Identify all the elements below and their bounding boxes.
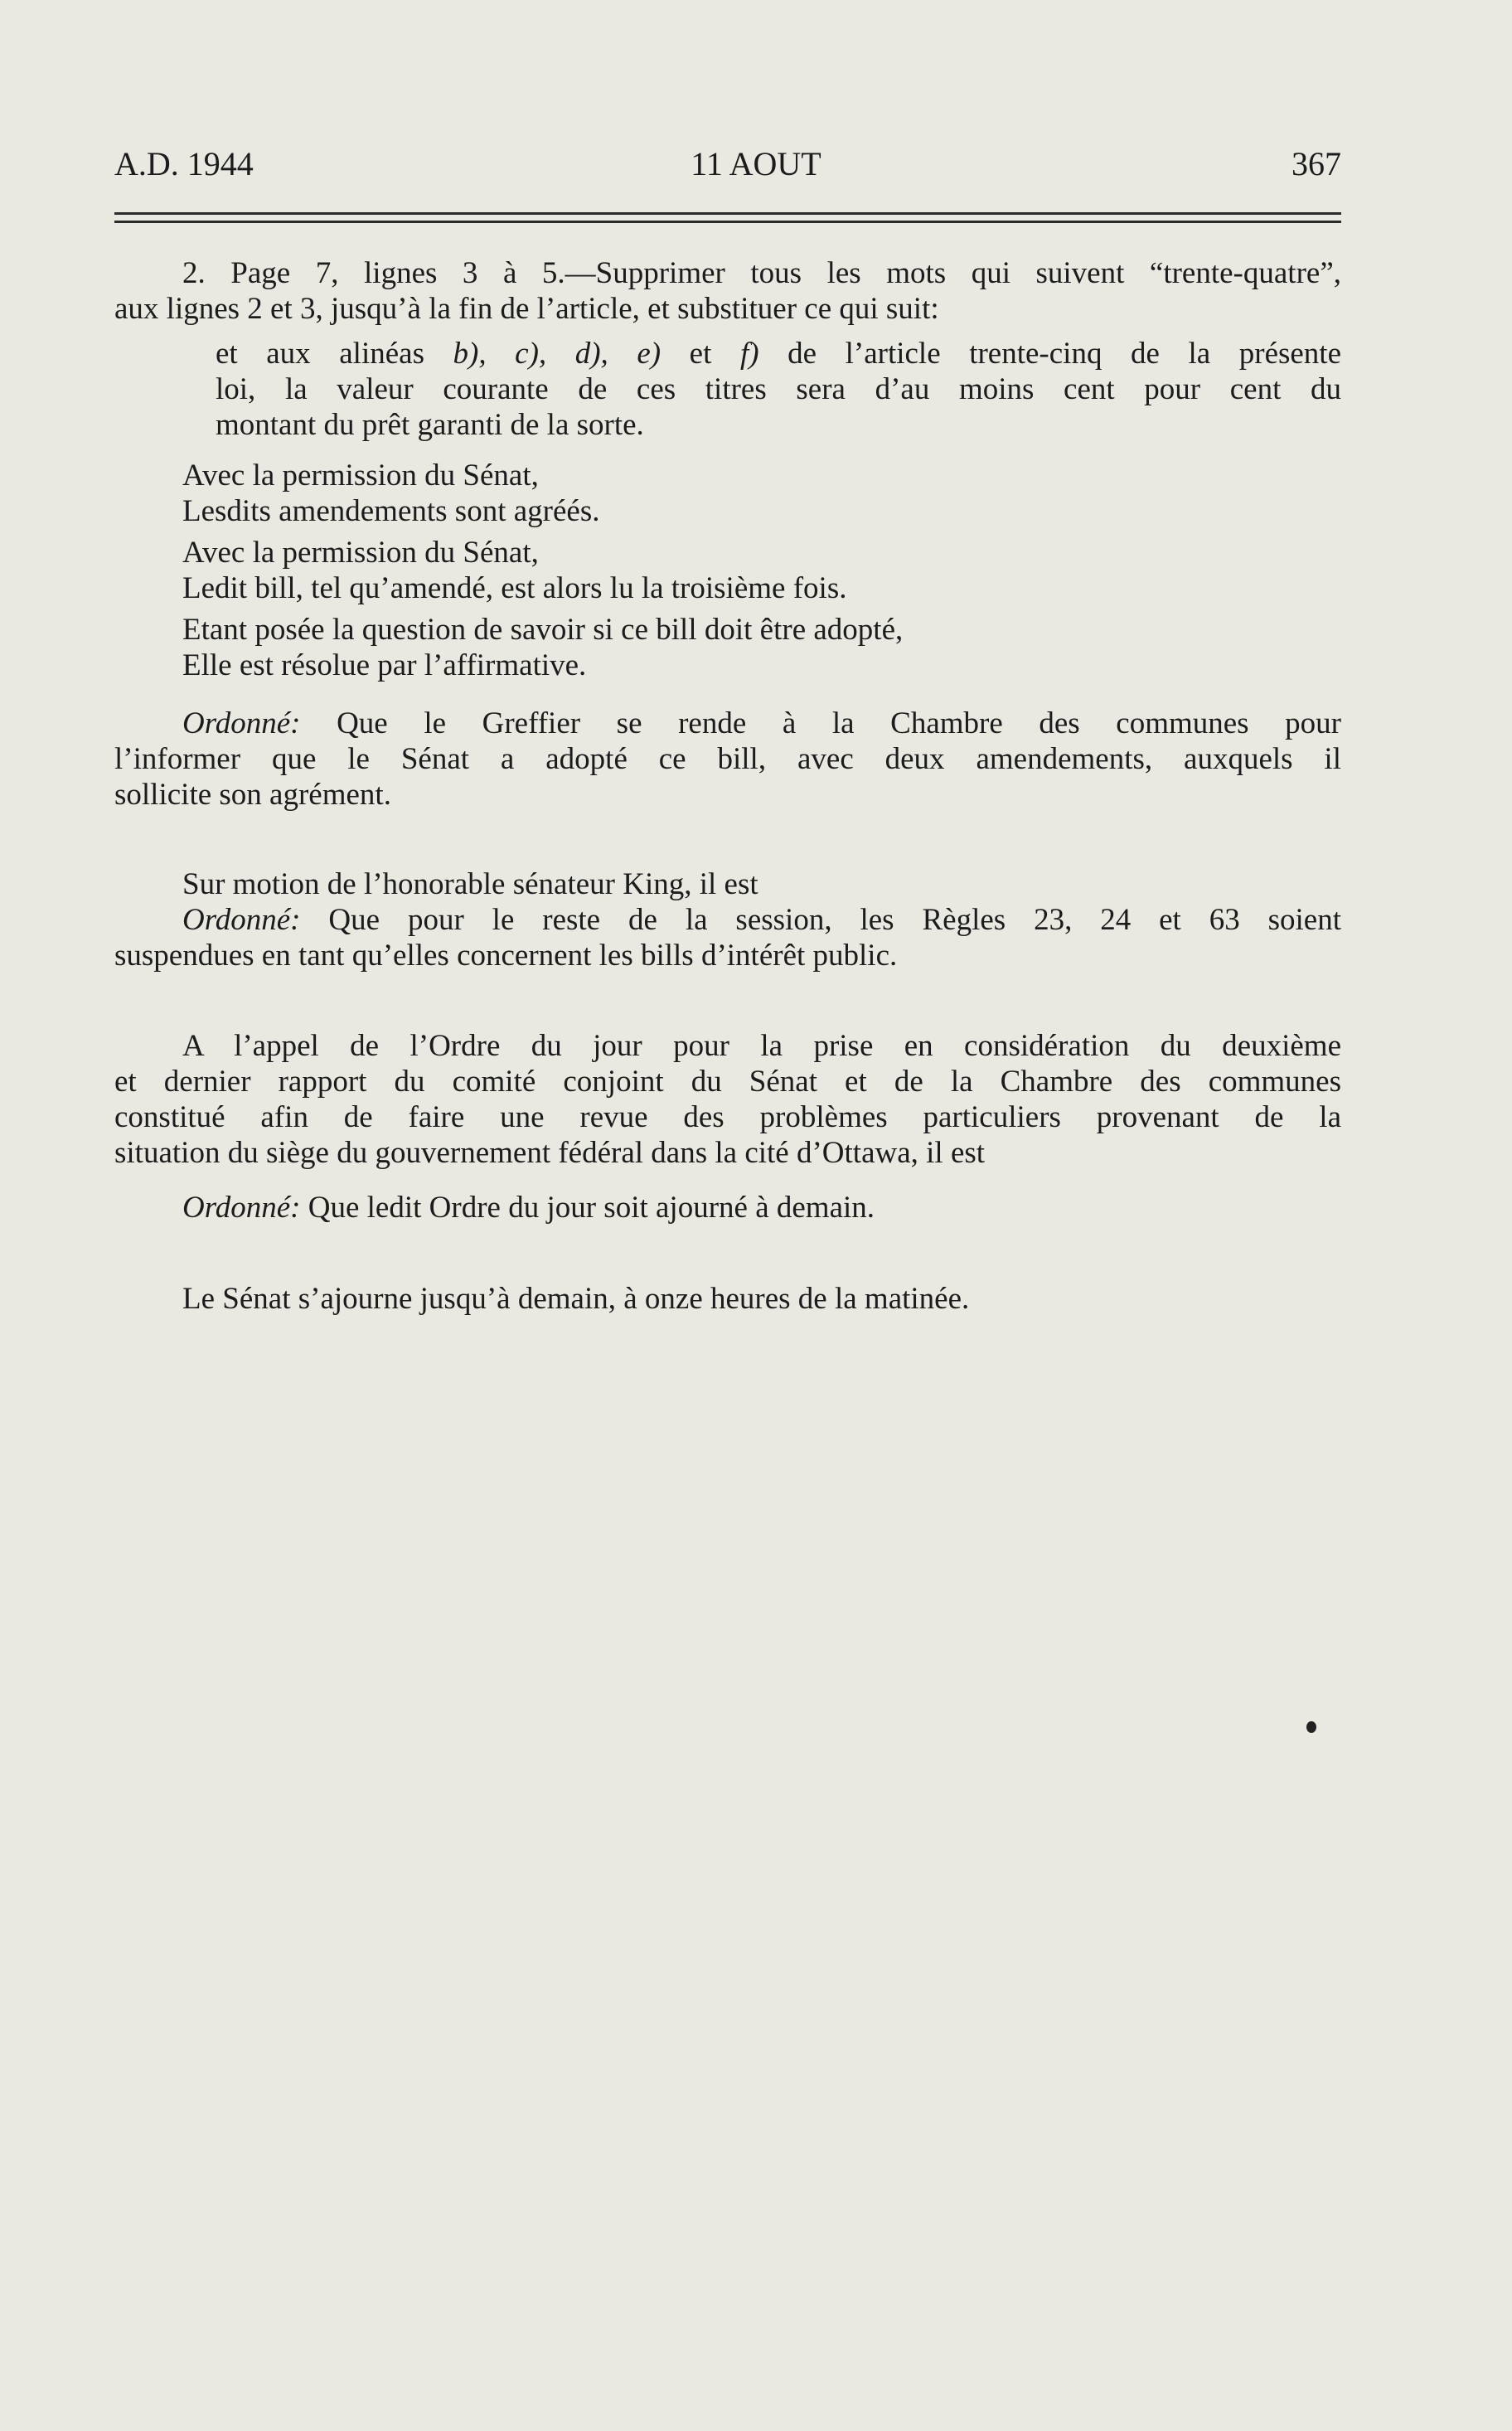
order-day-line-3: constitué afin de faire une revue des problèmes particuliers provenant de la [114, 1100, 1341, 1134]
amendment-quote [216, 336, 1341, 443]
header-rule-top [114, 212, 1341, 215]
adjourn-line-1: Le Sénat s’ajourne jusqu’à demain, à onze heures de la matinée. [182, 1282, 970, 1316]
order1-line-3: sollicite son agrément. [114, 778, 391, 812]
question-paragraph [114, 612, 1341, 683]
motion-label: Ordonné: [182, 903, 301, 937]
header-year: A.D. 1944 [114, 145, 254, 182]
order-day-ordered [114, 1190, 1341, 1225]
header-rule-bottom [114, 221, 1341, 223]
quote-item-d: d), [574, 337, 608, 371]
motion-line-3: suspendues en tant qu’elles concernent les bills d’intérêt public. [114, 939, 898, 973]
amendment-paragraph [114, 255, 1341, 327]
quote-line-2: loi, la valeur courante de ces titres sera d’au moins cent pour cent du [216, 372, 1341, 406]
order-day-line-2: et dernier rapport du comité conjoint du Sénat et de la Chambre des communes [114, 1065, 1341, 1099]
motion-line-2 [114, 902, 1341, 938]
p2-line-1: Avec la permission du Sénat, [182, 536, 539, 570]
quote-item-e: e) [637, 337, 662, 371]
p3-line-2: Elle est résolue par l’affirmative. [182, 648, 587, 682]
motion-text-2: Que pour le reste de la session, les Règles 23, 24 et 63 soient [300, 903, 1341, 937]
ink-speck [1306, 1721, 1316, 1733]
adjournment-paragraph [114, 1281, 1341, 1317]
quote-item-b: b), [453, 337, 487, 371]
quote-text-et: et [661, 337, 740, 371]
header-date: 11 AOUT [691, 145, 821, 182]
order-day-label: Ordonné: [182, 1191, 301, 1225]
quote-line-3: montant du prêt garanti de la sorte. [216, 408, 644, 442]
permission-paragraph-2 [114, 535, 1341, 606]
order1-label: Ordonné: [182, 706, 301, 740]
p2-line-2: Ledit bill, tel qu’amendé, est alors lu la troisième fois. [182, 571, 847, 605]
amendment-line-1: 2. Page 7, lignes 3 à 5.—Supprimer tous les mots qui suivent “trente-quatre”, [182, 256, 1341, 290]
order-day-line-4: situation du siège du gouvernement fédéral dans la cité d’Ottawa, il est [114, 1136, 986, 1170]
order1-line-2: l’informer que le Sénat a adopté ce bill, avec deux amendements, auxquels il [114, 742, 1341, 776]
p1-line-1: Avec la permission du Sénat, [182, 459, 539, 493]
permission-paragraph-1 [114, 458, 1341, 529]
quote-text-a: et aux alinéas [216, 337, 453, 371]
quote-line-1 [216, 336, 1341, 371]
order1-text-1: Que le Greffier se rende à la Chambre des communes pour [300, 706, 1341, 740]
amendment-line-2: aux lignes 2 et 3, jusqu’à la fin de l’article, et substituer ce qui suit: [114, 292, 939, 326]
quote-text-b: de l’article trente-cinq de la présente [758, 337, 1342, 371]
order-day-text-5: Que ledit Ordre du jour soit ajourné à demain. [300, 1191, 875, 1225]
order-day-paragraph [114, 1028, 1341, 1171]
order-day-line-1: A l’appel de l’Ordre du jour pour la prise en considération du deuxième [182, 1029, 1341, 1063]
order1-line-1 [114, 706, 1341, 741]
order-paragraph-1 [114, 706, 1341, 813]
order-day-line-5 [114, 1190, 1341, 1225]
page-number: 367 [1292, 145, 1341, 182]
quote-item-c: c), [515, 337, 547, 371]
p3-line-1: Etant posée la question de savoir si ce bill doit être adopté, [182, 613, 904, 647]
quote-item-f: f) [739, 337, 759, 371]
motion-line-1: Sur motion de l’honorable sénateur King, il est [182, 867, 758, 901]
p1-line-2: Lesdits amendements sont agréés. [182, 494, 600, 528]
motion-paragraph [114, 866, 1341, 973]
